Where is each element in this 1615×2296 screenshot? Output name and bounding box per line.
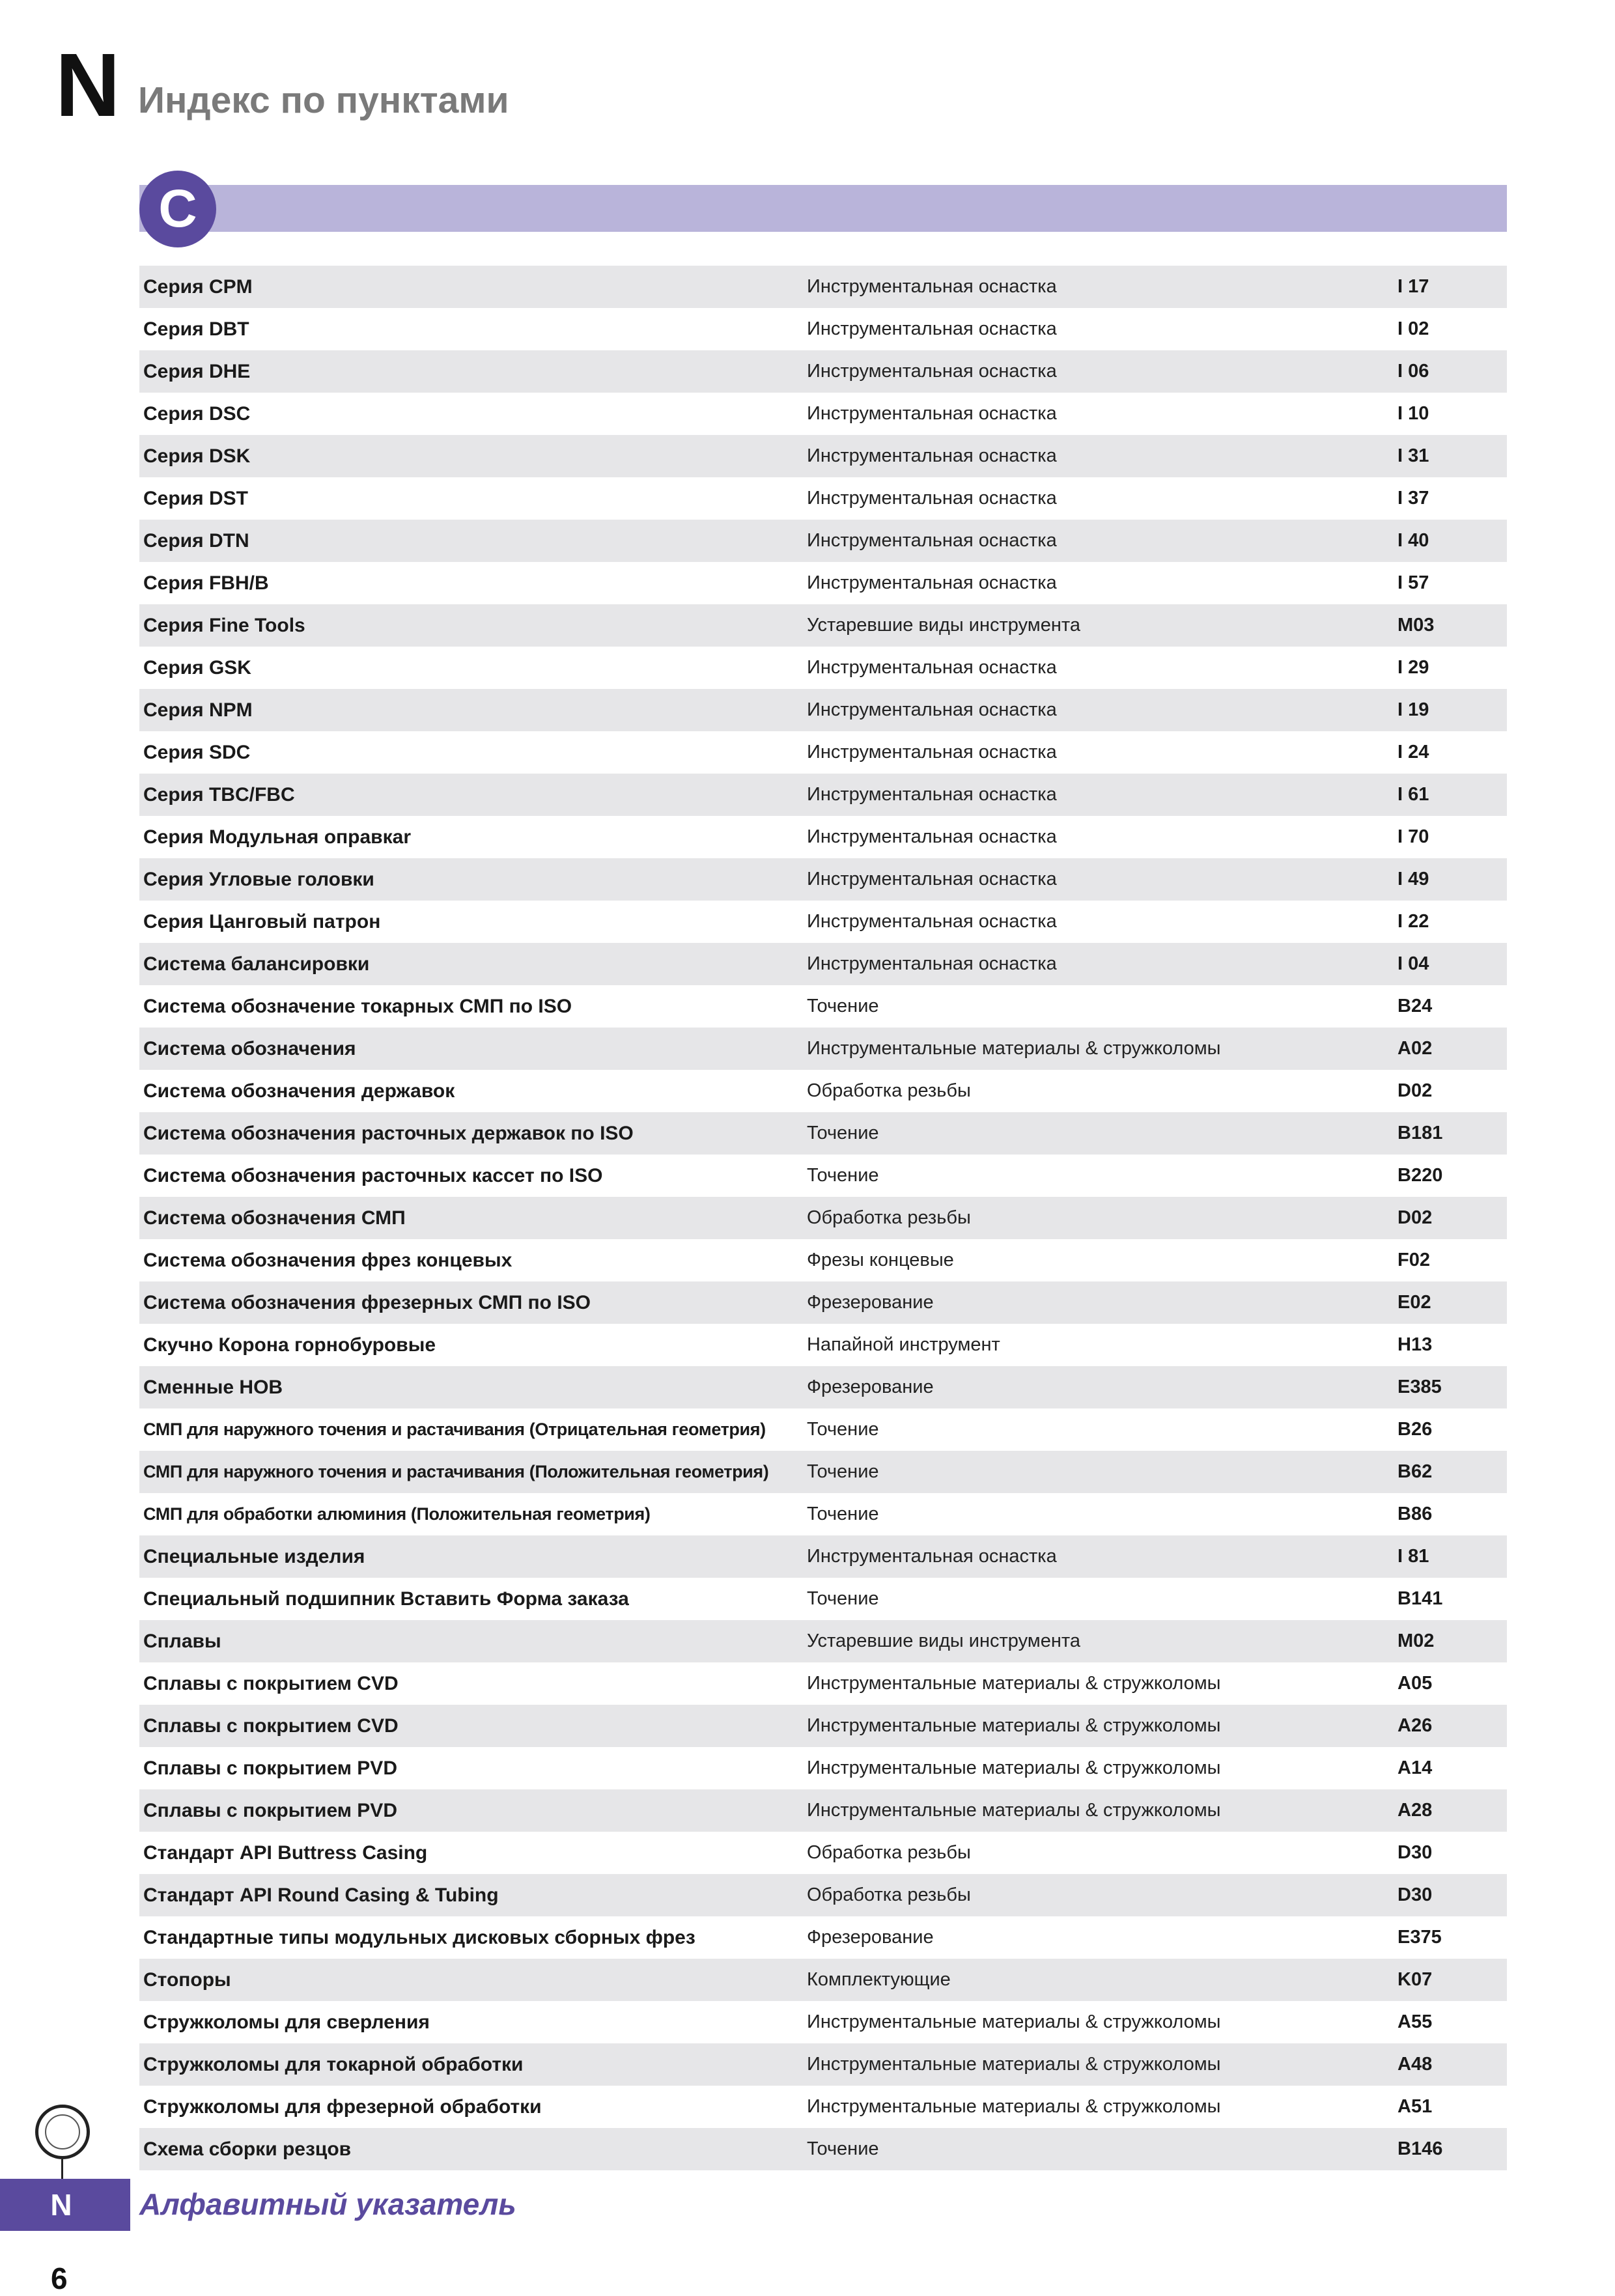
entry-category: Точение [807,1123,879,1143]
ring-inner [45,2114,80,2149]
entry-page-ref[interactable]: B181 [1397,1123,1443,1143]
index-row [139,647,1507,689]
entry-category: Инструментальные материалы & стружколомы [807,1757,1221,1778]
entry-name: Стопоры [143,1968,231,1991]
entry-category: Инструментальная оснастка [807,361,1057,382]
entry-category: Точение [807,1588,879,1609]
index-row [139,520,1507,562]
entry-page-ref[interactable]: E385 [1397,1377,1442,1397]
footer-section-label: Алфавитный указатель [139,2187,516,2221]
entry-category: Инструментальная оснастка [807,1546,1057,1567]
index-row [139,2086,1507,2128]
index-row [139,562,1507,604]
entry-category: Устаревшие виды инструмента [807,1631,1080,1651]
entry-page-ref[interactable]: F02 [1397,1250,1430,1270]
index-row [139,1112,1507,1155]
entry-category: Инструментальная оснастка [807,488,1057,509]
entry-name: Специальный подшипник Вставить Форма заказа [143,1588,629,1610]
entry-category: Инструментальная оснастка [807,318,1057,339]
entry-name: Сплавы с покрытием CVD [143,1672,399,1694]
entry-name: СМП для наружного точения и растачивания (Положительная геометрия) [143,1462,769,1481]
entry-name: Система обозначения расточных кассет по ISO [143,1164,603,1186]
entry-page-ref[interactable]: E375 [1397,1927,1442,1948]
entry-name: Серия DSK [143,445,251,467]
index-row [139,1408,1507,1451]
entry-category: Точение [807,1504,879,1524]
index-row [139,1028,1507,1070]
index-row [139,1281,1507,1324]
entry-page-ref[interactable]: M03 [1397,615,1435,636]
entry-page-ref[interactable]: H13 [1397,1334,1433,1355]
section-letter: N [55,35,120,135]
index-row [139,816,1507,858]
index-row [139,689,1507,731]
entry-page-ref[interactable]: I 61 [1397,784,1429,805]
ring-stem [61,2159,63,2179]
entry-page-ref[interactable]: E02 [1397,1292,1431,1313]
index-row [139,1874,1507,1916]
entry-category: Инструментальная оснастка [807,911,1057,932]
entry-name: Система обозначения фрез концевых [143,1249,513,1271]
index-row [139,1705,1507,1747]
entry-name: Стружколомы для сверления [143,2011,430,2033]
index-row [139,1324,1507,1366]
entry-page-ref[interactable]: I 70 [1397,826,1429,847]
entry-name: Серия DST [143,487,248,509]
entry-name: Серия CPM [143,275,253,298]
entry-category: Инструментальные материалы & стружколомы [807,1800,1221,1821]
index-row [139,308,1507,350]
entry-category: Фрезы концевые [807,1250,954,1270]
entry-name: Серия DTN [143,529,249,552]
index-row [139,1197,1507,1239]
index-row [139,1239,1507,1281]
entry-name: Система обозначения державок [143,1080,455,1102]
entry-category: Точение [807,1461,879,1482]
entry-page-ref[interactable]: B62 [1397,1461,1433,1482]
index-row [139,1493,1507,1535]
entry-page-ref[interactable]: A28 [1397,1800,1433,1821]
entry-category: Инструментальные материалы & стружколомы [807,2011,1221,2032]
index-row [139,1155,1507,1197]
entry-category: Фрезерование [807,1292,934,1313]
entry-name: Серия Угловые головки [143,868,374,890]
index-row [139,1789,1507,1832]
entry-name: Серия GSK [143,656,251,679]
index-row [139,1620,1507,1662]
index-row [139,1662,1507,1705]
entry-category: Точение [807,1419,879,1440]
entry-page-ref[interactable]: A48 [1397,2054,1433,2075]
index-row [139,435,1507,477]
entry-page-ref[interactable]: D02 [1397,1080,1433,1101]
entry-page-ref[interactable]: M02 [1397,1631,1435,1651]
index-row [139,901,1507,943]
entry-page-ref[interactable]: B86 [1397,1504,1433,1524]
index-row [139,350,1507,393]
entry-page-ref[interactable]: K07 [1397,1969,1433,1990]
group-header-bar [139,185,1507,232]
entry-category: Инструментальные материалы & стружколомы [807,1673,1221,1694]
index-row [139,266,1507,308]
index-row [139,1959,1507,2001]
entry-name: Стандарт API Round Casing & Tubing [143,1884,499,1906]
entry-page-ref[interactable]: B146 [1397,2138,1443,2159]
entry-category: Инструментальная оснастка [807,276,1057,297]
entry-name: Серия FBH/B [143,572,269,594]
index-row [139,1451,1507,1493]
entry-page-ref[interactable]: I 10 [1397,403,1429,424]
index-row [139,2001,1507,2043]
entry-name: Система обозначения СМП [143,1207,406,1229]
entry-category: Обработка резьбы [807,1080,971,1101]
index-row [139,1916,1507,1959]
entry-name: Система обозначения расточных державок по ISO [143,1122,634,1144]
entry-page-ref[interactable]: B26 [1397,1419,1433,1440]
entry-name: Стандарт API Buttress Casing [143,1841,428,1864]
entry-page-ref[interactable]: A55 [1397,2011,1433,2032]
entry-category: Точение [807,1165,879,1186]
entry-name: Система балансировки [143,953,370,975]
entry-name: Схема сборки резцов [143,2138,352,2160]
index-row [139,943,1507,985]
entry-category: Устаревшие виды инструмента [807,615,1080,636]
entry-category: Обработка резьбы [807,1842,971,1863]
entry-category: Инструментальные материалы & стружколомы [807,2054,1221,2075]
entry-page-ref[interactable]: I 81 [1397,1546,1429,1567]
entry-page-ref[interactable]: I 06 [1397,361,1429,382]
entry-page-ref[interactable]: I 49 [1397,869,1429,889]
entry-page-ref[interactable]: A05 [1397,1673,1433,1694]
page-number: 6 [51,2261,68,2295]
page-title: Индекс по пунктами [138,79,509,121]
entry-name: Система обозначения фрезерных СМП по ISO [143,1291,591,1313]
entry-name: Серия Модульная оправкаr [143,826,411,848]
entry-page-ref[interactable]: D30 [1397,1842,1433,1863]
index-row [139,604,1507,647]
entry-name: Серия NPM [143,699,253,721]
entry-page-ref[interactable]: I 04 [1397,953,1429,974]
entry-category: Инструментальная оснастка [807,699,1057,720]
entry-category: Фрезерование [807,1927,934,1948]
entry-name: Сплавы с покрытием PVD [143,1757,397,1779]
entry-page-ref[interactable]: I 29 [1397,657,1429,678]
entry-page-ref[interactable]: I 40 [1397,530,1429,551]
entry-name: Система обозначения [143,1037,356,1059]
index-row [139,477,1507,520]
entry-name: СМП для наружного точения и растачивания (Отрицательная геометрия) [143,1420,766,1439]
entry-name: Специальные изделия [143,1545,365,1567]
entry-category: Инструментальная оснастка [807,869,1057,889]
ring-icon [35,2105,90,2159]
entry-name: Серия Цанговый патрон [143,910,381,932]
index-row [139,2128,1507,2170]
index-row [139,1535,1507,1578]
index-row [139,731,1507,774]
entry-category: Инструментальная оснастка [807,657,1057,678]
entry-page-ref[interactable]: A14 [1397,1757,1433,1778]
entry-category: Инструментальная оснастка [807,403,1057,424]
entry-page-ref[interactable]: B24 [1397,996,1433,1016]
entry-name: Серия DSC [143,402,251,425]
entry-name: СМП для обработки алюминия (Положительная геометрия) [143,1504,651,1524]
footer-section-tab[interactable]: N [0,2179,130,2231]
entry-category: Инструментальная оснастка [807,530,1057,551]
entry-page-ref[interactable]: D30 [1397,1884,1433,1905]
index-row [139,1070,1507,1112]
entry-category: Инструментальная оснастка [807,572,1057,593]
entry-category: Точение [807,2138,879,2159]
entry-category: Инструментальная оснастка [807,826,1057,847]
entry-name: Сменные НОВ [143,1376,283,1398]
entry-category: Инструментальная оснастка [807,445,1057,466]
entry-page-ref[interactable]: I 19 [1397,699,1429,720]
entry-page-ref[interactable]: I 17 [1397,276,1429,297]
entry-category: Напайной инструмент [807,1334,1000,1355]
entry-name: Сплавы с покрытием PVD [143,1799,397,1821]
entry-page-ref[interactable]: A51 [1397,2096,1433,2117]
index-row [139,774,1507,816]
entry-page-ref[interactable]: B220 [1397,1165,1443,1186]
entry-category: Фрезерование [807,1377,934,1397]
entry-name: Серия TBC/FBC [143,783,295,805]
entry-category: Обработка резьбы [807,1884,971,1905]
index-row [139,1578,1507,1620]
group-letter-badge: C [139,171,216,247]
entry-category: Инструментальная оснастка [807,953,1057,974]
entry-category: Инструментальная оснастка [807,742,1057,763]
entry-name: Стружколомы для фрезерной обработки [143,2095,542,2118]
entry-name: Серия SDC [143,741,251,763]
entry-page-ref[interactable]: A26 [1397,1715,1433,1736]
entry-name: Сплавы [143,1630,221,1652]
entry-name: Стандартные типы модульных дисковых сборных фрез [143,1926,695,1948]
entry-name: Серия Fine Tools [143,614,305,636]
entry-category: Комплектующие [807,1969,951,1990]
entry-page-ref[interactable]: I 57 [1397,572,1429,593]
entry-category: Инструментальные материалы & стружколомы [807,1715,1221,1736]
entry-page-ref[interactable]: I 22 [1397,911,1429,932]
entry-category: Обработка резьбы [807,1207,971,1228]
entry-page-ref[interactable]: I 24 [1397,742,1429,763]
entry-category: Инструментальные материалы & стружколомы [807,2096,1221,2117]
entry-name: Серия DBT [143,318,249,340]
entry-page-ref[interactable]: D02 [1397,1207,1433,1228]
entry-category: Инструментальные материалы & стружколомы [807,1038,1221,1059]
entry-page-ref[interactable]: I 02 [1397,318,1429,339]
entry-category: Инструментальная оснастка [807,784,1057,805]
entry-name: Стружколомы для токарной обработки [143,2053,524,2075]
entry-page-ref[interactable]: A02 [1397,1038,1433,1059]
entry-category: Точение [807,996,879,1016]
entry-name: Сплавы с покрытием CVD [143,1715,399,1737]
index-row [139,1747,1507,1789]
index-row [139,1366,1507,1408]
entry-name: Скучно Корона горнобуровые [143,1334,436,1356]
index-row [139,2043,1507,2086]
entry-name: Серия DHE [143,360,251,382]
entry-page-ref[interactable]: I 31 [1397,445,1429,466]
entry-page-ref[interactable]: B141 [1397,1588,1443,1609]
entry-name: Система обозначение токарных СМП по ISO [143,995,572,1017]
index-row [139,858,1507,901]
entry-page-ref[interactable]: I 37 [1397,488,1429,509]
index-table [139,266,1507,2170]
index-row [139,985,1507,1028]
index-row [139,393,1507,435]
index-row [139,1832,1507,1874]
